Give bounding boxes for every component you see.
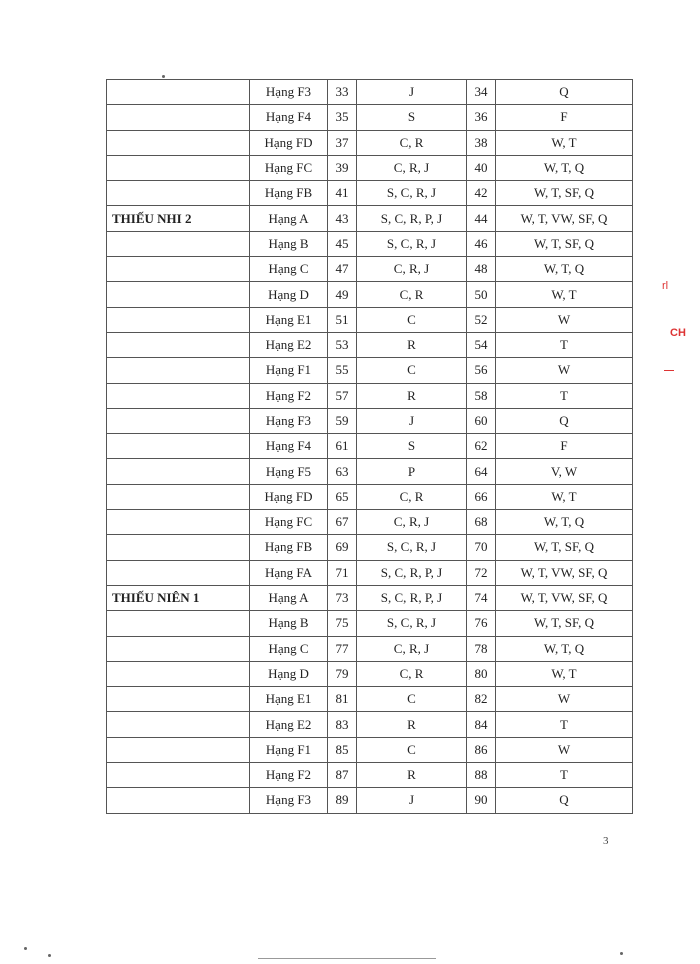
dance-list-cell: S, C, R, J [357, 231, 467, 256]
dance-list-cell: C [357, 358, 467, 383]
event-number-cell: 58 [467, 383, 496, 408]
rank-cell: Hạng B [250, 611, 328, 636]
table-row [107, 307, 633, 332]
margin-stamp-mark: rl [662, 280, 669, 292]
dance-list-cell: C, R [357, 484, 467, 509]
dance-list-cell: J [357, 408, 467, 433]
event-number-cell: 82 [467, 687, 496, 712]
dance-list-cell: C, R, J [357, 257, 467, 282]
rank-cell: Hạng D [250, 282, 328, 307]
event-number-cell: 38 [467, 130, 496, 155]
dance-list-cell: S, C, R, J [357, 535, 467, 560]
event-number-cell: 33 [328, 80, 357, 105]
event-number-cell: 70 [467, 535, 496, 560]
event-number-cell: 40 [467, 155, 496, 180]
dance-list-cell: S, C, R, P, J [357, 206, 467, 231]
scan-speck [24, 947, 27, 950]
category-cell [107, 712, 250, 737]
table-row [107, 206, 633, 231]
table-row [107, 535, 633, 560]
table-row [107, 763, 633, 788]
category-cell [107, 130, 250, 155]
event-number-cell: 78 [467, 636, 496, 661]
rank-cell: Hạng F3 [250, 80, 328, 105]
dance-list-cell: W, T [496, 130, 633, 155]
scan-speck [620, 952, 623, 955]
scan-speck [48, 954, 51, 957]
margin-stamp-line [664, 370, 674, 371]
event-number-cell: 87 [328, 763, 357, 788]
category-cell [107, 763, 250, 788]
event-number-cell: 52 [467, 307, 496, 332]
rank-cell: Hạng C [250, 636, 328, 661]
scan-line [258, 958, 436, 959]
table-row [107, 712, 633, 737]
table-row [107, 636, 633, 661]
event-number-cell: 71 [328, 560, 357, 585]
event-number-cell: 65 [328, 484, 357, 509]
dance-list-cell: F [496, 105, 633, 130]
category-cell [107, 459, 250, 484]
dance-list-cell: R [357, 763, 467, 788]
event-number-cell: 56 [467, 358, 496, 383]
event-number-cell: 60 [467, 408, 496, 433]
table-row [107, 661, 633, 686]
dance-list-cell: R [357, 332, 467, 357]
event-number-cell: 85 [328, 737, 357, 762]
event-number-cell: 48 [467, 257, 496, 282]
rank-cell: Hạng F1 [250, 737, 328, 762]
rank-cell: Hạng F4 [250, 105, 328, 130]
event-number-cell: 72 [467, 560, 496, 585]
dance-list-cell: C, R, J [357, 510, 467, 535]
event-number-cell: 49 [328, 282, 357, 307]
dance-list-cell: C, R, J [357, 155, 467, 180]
dance-list-cell: S [357, 105, 467, 130]
dance-list-cell: W, T, VW, SF, Q [496, 560, 633, 585]
event-number-cell: 74 [467, 585, 496, 610]
event-number-cell: 35 [328, 105, 357, 130]
category-cell [107, 484, 250, 509]
rank-cell: Hạng E1 [250, 307, 328, 332]
event-number-cell: 79 [328, 661, 357, 686]
rank-cell: Hạng B [250, 231, 328, 256]
dance-list-cell: W, T, VW, SF, Q [496, 206, 633, 231]
category-cell [107, 282, 250, 307]
event-number-cell: 53 [328, 332, 357, 357]
dance-list-cell: W, T [496, 484, 633, 509]
dance-list-cell: Q [496, 788, 633, 813]
event-number-cell: 36 [467, 105, 496, 130]
dance-list-cell: J [357, 788, 467, 813]
event-number-cell: 77 [328, 636, 357, 661]
dance-list-cell: W [496, 687, 633, 712]
dance-list-cell: S, C, R, P, J [357, 585, 467, 610]
event-number-cell: 61 [328, 434, 357, 459]
table-row [107, 408, 633, 433]
rank-cell: Hạng F3 [250, 788, 328, 813]
rank-cell: Hạng FB [250, 181, 328, 206]
category-cell: THIẾU NHI 2 [107, 206, 250, 231]
dance-list-cell: C [357, 737, 467, 762]
table-row [107, 510, 633, 535]
table-row [107, 484, 633, 509]
category-cell [107, 332, 250, 357]
category-cell [107, 611, 250, 636]
dance-list-cell: R [357, 383, 467, 408]
table-row [107, 687, 633, 712]
event-number-cell: 54 [467, 332, 496, 357]
event-number-cell: 51 [328, 307, 357, 332]
category-cell [107, 687, 250, 712]
event-number-cell: 75 [328, 611, 357, 636]
category-cell [107, 535, 250, 560]
dance-list-cell: C [357, 687, 467, 712]
event-number-cell: 50 [467, 282, 496, 307]
dance-list-cell: W, T, Q [496, 510, 633, 535]
rank-cell: Hạng E2 [250, 712, 328, 737]
dance-list-cell: W [496, 737, 633, 762]
event-number-cell: 34 [467, 80, 496, 105]
rank-cell: Hạng FD [250, 130, 328, 155]
event-number-cell: 80 [467, 661, 496, 686]
event-number-cell: 43 [328, 206, 357, 231]
event-number-cell: 84 [467, 712, 496, 737]
category-cell [107, 560, 250, 585]
table-body [107, 80, 633, 814]
event-number-cell: 46 [467, 231, 496, 256]
table-row [107, 282, 633, 307]
event-number-cell: 64 [467, 459, 496, 484]
rank-cell: Hạng F2 [250, 383, 328, 408]
event-number-cell: 69 [328, 535, 357, 560]
scan-speck [162, 75, 165, 78]
table-row [107, 358, 633, 383]
dance-list-cell: W, T, SF, Q [496, 535, 633, 560]
dance-list-cell: C, R [357, 661, 467, 686]
dance-list-cell: T [496, 763, 633, 788]
event-number-cell: 88 [467, 763, 496, 788]
dance-list-cell: S [357, 434, 467, 459]
dance-list-cell: W, T, Q [496, 636, 633, 661]
event-number-cell: 68 [467, 510, 496, 535]
rank-cell: Hạng FA [250, 560, 328, 585]
table-row [107, 788, 633, 813]
event-number-cell: 59 [328, 408, 357, 433]
competition-table [106, 79, 633, 814]
table-row [107, 105, 633, 130]
table-row [107, 80, 633, 105]
category-cell [107, 510, 250, 535]
dance-list-cell: C, R, J [357, 636, 467, 661]
dance-list-cell: C, R [357, 130, 467, 155]
dance-list-cell: W [496, 358, 633, 383]
rank-cell: Hạng FB [250, 535, 328, 560]
category-cell [107, 788, 250, 813]
table-row [107, 155, 633, 180]
dance-list-cell: P [357, 459, 467, 484]
dance-list-cell: T [496, 383, 633, 408]
event-number-cell: 44 [467, 206, 496, 231]
event-number-cell: 45 [328, 231, 357, 256]
page-number: 3 [603, 835, 609, 847]
rank-cell: Hạng F1 [250, 358, 328, 383]
rank-cell: Hạng C [250, 257, 328, 282]
table-row [107, 130, 633, 155]
rank-cell: Hạng D [250, 661, 328, 686]
rank-cell: Hạng E2 [250, 332, 328, 357]
rank-cell: Hạng F2 [250, 763, 328, 788]
event-number-cell: 66 [467, 484, 496, 509]
table-row [107, 257, 633, 282]
table-row [107, 459, 633, 484]
event-number-cell: 37 [328, 130, 357, 155]
table-row [107, 181, 633, 206]
dance-list-cell: W, T [496, 282, 633, 307]
table-row [107, 383, 633, 408]
event-number-cell: 63 [328, 459, 357, 484]
event-number-cell: 73 [328, 585, 357, 610]
category-cell [107, 257, 250, 282]
dance-list-cell: R [357, 712, 467, 737]
table-row [107, 585, 633, 610]
dance-list-cell: W, T, Q [496, 257, 633, 282]
event-number-cell: 42 [467, 181, 496, 206]
dance-list-cell: T [496, 332, 633, 357]
dance-list-cell: W, T, SF, Q [496, 611, 633, 636]
category-cell [107, 737, 250, 762]
table-row [107, 611, 633, 636]
event-number-cell: 67 [328, 510, 357, 535]
event-number-cell: 57 [328, 383, 357, 408]
rank-cell: Hạng F4 [250, 434, 328, 459]
category-cell [107, 661, 250, 686]
dance-list-cell: W, T, SF, Q [496, 231, 633, 256]
event-number-cell: 90 [467, 788, 496, 813]
rank-cell: Hạng A [250, 206, 328, 231]
dance-list-cell: W, T, Q [496, 155, 633, 180]
dance-list-cell: W, T [496, 661, 633, 686]
table-row [107, 332, 633, 357]
category-cell [107, 155, 250, 180]
dance-list-cell: S, C, R, J [357, 181, 467, 206]
dance-list-cell: Q [496, 80, 633, 105]
dance-list-cell: W, T, VW, SF, Q [496, 585, 633, 610]
rank-cell: Hạng F5 [250, 459, 328, 484]
dance-list-cell: Q [496, 408, 633, 433]
event-number-cell: 76 [467, 611, 496, 636]
rank-cell: Hạng FD [250, 484, 328, 509]
event-number-cell: 89 [328, 788, 357, 813]
event-number-cell: 62 [467, 434, 496, 459]
category-cell [107, 231, 250, 256]
category-cell [107, 434, 250, 459]
category-cell [107, 358, 250, 383]
dance-list-cell: V, W [496, 459, 633, 484]
rank-cell: Hạng F3 [250, 408, 328, 433]
category-cell [107, 181, 250, 206]
dance-list-cell: T [496, 712, 633, 737]
category-cell: THIẾU NIÊN 1 [107, 585, 250, 610]
rank-cell: Hạng A [250, 585, 328, 610]
table-row [107, 231, 633, 256]
event-number-cell: 41 [328, 181, 357, 206]
event-number-cell: 39 [328, 155, 357, 180]
dance-list-cell: J [357, 80, 467, 105]
event-number-cell: 83 [328, 712, 357, 737]
table-row [107, 560, 633, 585]
margin-stamp-mark: CH [670, 327, 686, 339]
event-number-cell: 47 [328, 257, 357, 282]
dance-list-cell: C, R [357, 282, 467, 307]
event-number-cell: 81 [328, 687, 357, 712]
dance-list-cell: S, C, R, P, J [357, 560, 467, 585]
category-cell [107, 105, 250, 130]
dance-list-cell: W, T, SF, Q [496, 181, 633, 206]
rank-cell: Hạng FC [250, 510, 328, 535]
rank-cell: Hạng E1 [250, 687, 328, 712]
event-number-cell: 86 [467, 737, 496, 762]
dance-list-cell: F [496, 434, 633, 459]
category-cell [107, 636, 250, 661]
table-row [107, 434, 633, 459]
category-cell [107, 383, 250, 408]
category-cell [107, 408, 250, 433]
category-cell [107, 80, 250, 105]
dance-list-cell: C [357, 307, 467, 332]
rank-cell: Hạng FC [250, 155, 328, 180]
dance-list-cell: W [496, 307, 633, 332]
table-row [107, 737, 633, 762]
event-number-cell: 55 [328, 358, 357, 383]
dance-list-cell: S, C, R, J [357, 611, 467, 636]
category-cell [107, 307, 250, 332]
